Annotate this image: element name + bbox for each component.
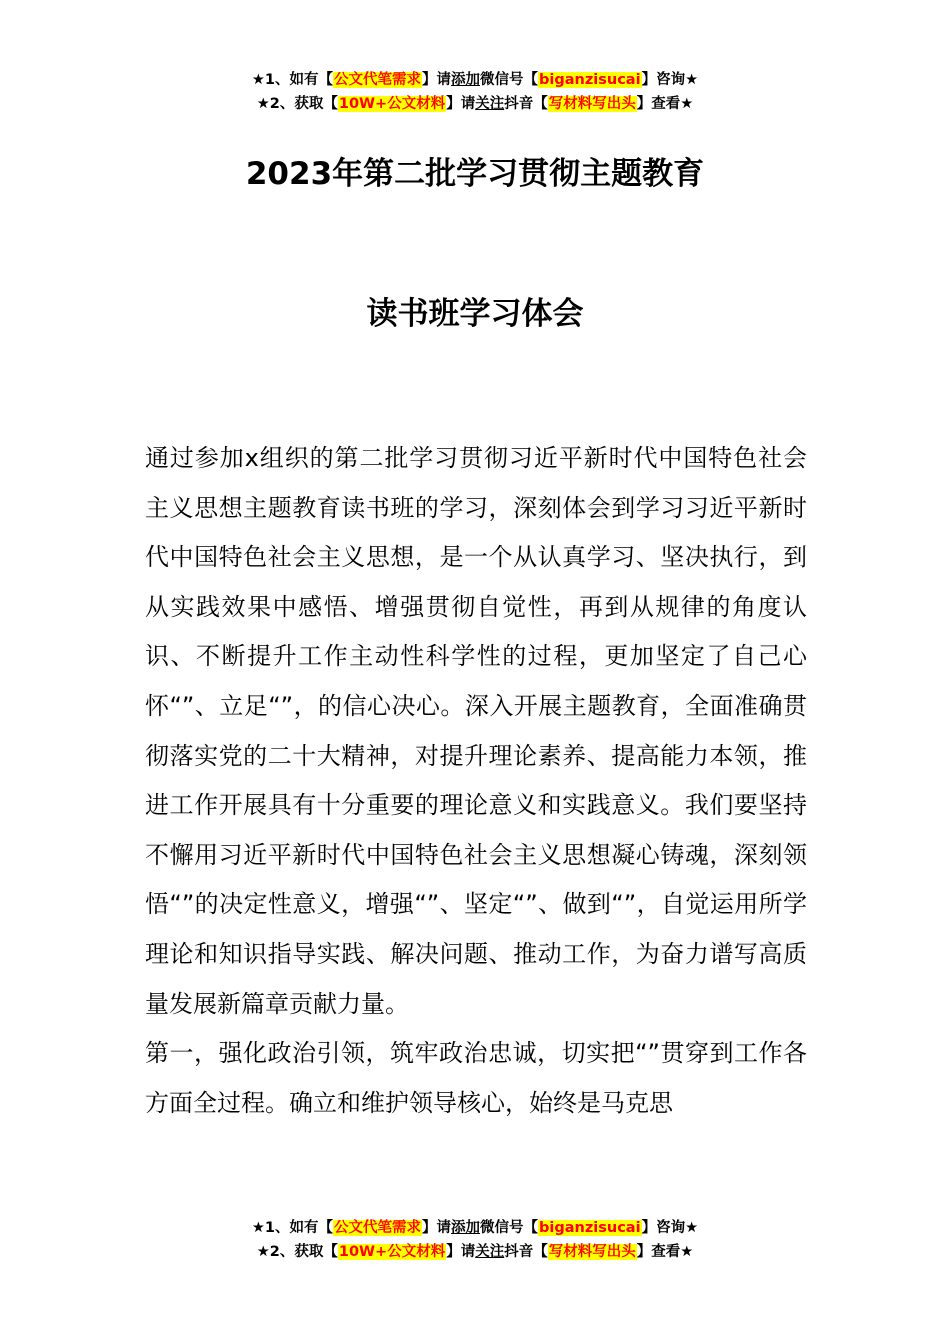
promo-text: 】请 bbox=[446, 96, 476, 112]
promo-text: 微信号【 bbox=[480, 72, 539, 88]
document-body bbox=[145, 434, 807, 1128]
promo-highlight: 公文代笔需求 bbox=[334, 1220, 422, 1236]
promo-text: 】咨询★ bbox=[641, 1220, 699, 1236]
promo-line-1 bbox=[0, 1216, 950, 1240]
promo-text: 】查看★ bbox=[636, 1244, 694, 1260]
promo-line-1 bbox=[0, 68, 950, 92]
promo-text: 抖音【 bbox=[504, 96, 548, 112]
promo-text: 】请 bbox=[422, 72, 452, 88]
promo-text: ★1、如有【 bbox=[251, 1220, 334, 1236]
promo-text: 】请 bbox=[422, 1220, 452, 1236]
promo-text: ★2、获取【 bbox=[256, 1244, 338, 1260]
promo-line-2 bbox=[0, 92, 950, 116]
promo-text: ★1、如有【 bbox=[251, 72, 334, 88]
body-paragraph: 通过参加x组织的第二批学习贯彻习近平新时代中国特色社会主义思想主题教育读书班的学习，深刻体会到学习习近平新时代中国特色社会主义思想，是一个从认真学习、坚决执行，到从实践效果中感悟、增强贯彻自觉性，再到从规律的角度认识、不断提升工作主动性科学性的过程，更加坚定了自己心怀“”、立足“”，的信心决心。深入开展主题教育，全面准确贯彻落实党的二十大精神，对提升理论素养、提高能力本领，推进工作开展具有十分重要的理论意义和实践意义。我们要坚持不懈用习近平新时代中国特色社会主义思想凝心铸魂，深刻领悟“”的决定性意义，增强“”、坚定“”、做到“”，自觉运用所学理论和知识指导实践、解决问题、推动工作，为奋力谱写高质量发展新篇章贡献力量。 bbox=[145, 444, 807, 1018]
promo-line-2 bbox=[0, 1240, 950, 1264]
promo-text: 】请 bbox=[446, 1244, 476, 1260]
promo-highlight: 10W+公文材料 bbox=[338, 96, 446, 112]
promo-text: 微信号【 bbox=[480, 1220, 539, 1236]
promo-highlight: biganzisucai bbox=[539, 72, 641, 88]
promo-underline: 添加 bbox=[451, 72, 481, 88]
promo-highlight: 公文代笔需求 bbox=[334, 72, 422, 88]
header-promo-banner bbox=[0, 68, 950, 116]
promo-underline: 添加 bbox=[451, 1220, 481, 1236]
promo-highlight: 写材料写出头 bbox=[548, 96, 636, 112]
promo-highlight: 写材料写出头 bbox=[548, 1244, 636, 1260]
promo-text: ★2、获取【 bbox=[256, 96, 338, 112]
promo-text: 】查看★ bbox=[636, 96, 694, 112]
promo-highlight: 10W+公文材料 bbox=[338, 1244, 446, 1260]
document-subtitle: 读书班学习体会 bbox=[366, 296, 584, 332]
promo-underline: 关注 bbox=[475, 96, 505, 112]
promo-text: 抖音【 bbox=[504, 1244, 548, 1260]
promo-text: 】咨询★ bbox=[641, 72, 699, 88]
body-paragraph: 第一，强化政治引领，筑牢政治忠诚，切实把“”贯穿到工作各方面全过程。确立和维护领导核心，始终是马克思 bbox=[145, 1039, 807, 1117]
promo-highlight: biganzisucai bbox=[539, 1220, 641, 1236]
promo-underline: 关注 bbox=[475, 1244, 505, 1260]
footer-promo-banner bbox=[0, 1216, 950, 1264]
document-title: 2023年第二批学习贯彻主题教育 bbox=[245, 156, 705, 192]
